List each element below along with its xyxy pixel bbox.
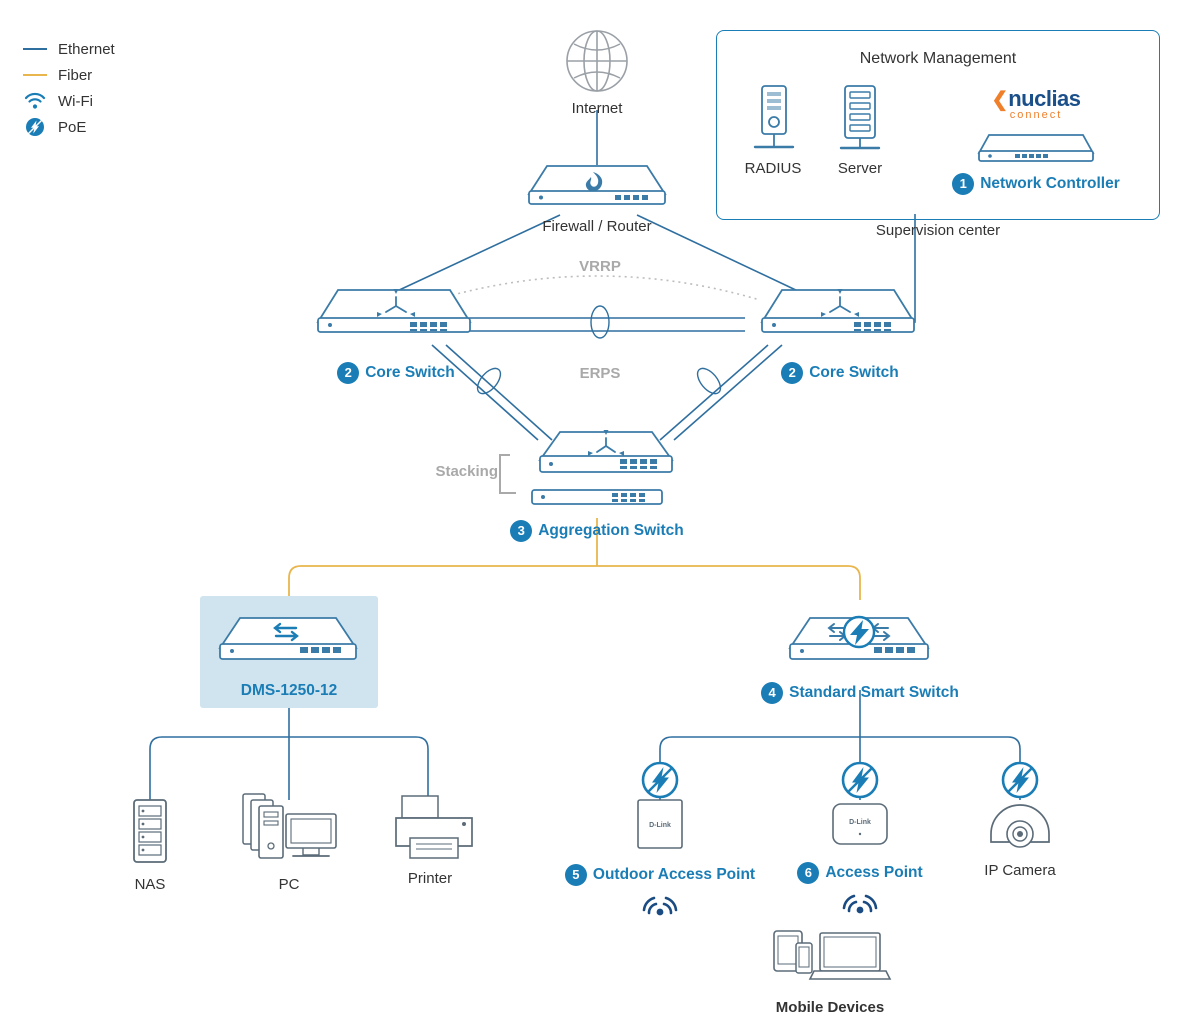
nas-label: NAS bbox=[134, 876, 166, 893]
node-core-switch-left[interactable] bbox=[296, 284, 496, 384]
printer-icon bbox=[380, 792, 480, 864]
printer-label: Printer bbox=[407, 870, 453, 887]
access-point-icon bbox=[827, 800, 893, 850]
outdoor-ap-icon bbox=[632, 796, 688, 854]
supervision-center-caption bbox=[760, 222, 1116, 239]
badge-2: 2 bbox=[781, 362, 803, 384]
erps-label: ERPS bbox=[579, 365, 621, 382]
wifi-signal-outdoor-ap bbox=[538, 892, 782, 925]
smart-switch-label: Standard Smart Switch bbox=[789, 684, 959, 701]
radius-label: RADIUS bbox=[744, 160, 802, 177]
pc-icon bbox=[231, 790, 347, 868]
legend-label: Fiber bbox=[58, 66, 93, 84]
core-switch-left-caption bbox=[296, 362, 496, 384]
node-firewall-router[interactable] bbox=[497, 158, 697, 235]
network-controller-caption bbox=[930, 173, 1142, 195]
mobile-devices-label: Mobile Devices bbox=[775, 999, 885, 1016]
node-outdoor-access-point[interactable] bbox=[538, 796, 782, 925]
ip-camera-icon bbox=[985, 798, 1055, 852]
legend-label: PoE bbox=[58, 118, 87, 136]
badge-5: 5 bbox=[565, 864, 587, 886]
node-internet[interactable] bbox=[540, 28, 654, 117]
badge-3: 3 bbox=[510, 520, 532, 542]
aggregation-switch-label: Aggregation Switch bbox=[538, 522, 684, 539]
link-label-vrrp bbox=[540, 258, 660, 276]
legend-label: Wi-Fi bbox=[58, 92, 93, 110]
node-network-controller[interactable] bbox=[930, 88, 1142, 195]
node-access-point[interactable] bbox=[782, 800, 938, 923]
node-core-switch-right[interactable] bbox=[740, 284, 940, 384]
core-switch-right-label: Core Switch bbox=[809, 364, 899, 381]
badge-1: 1 bbox=[952, 173, 974, 195]
node-standard-smart-switch[interactable] bbox=[760, 612, 960, 704]
node-pc[interactable] bbox=[228, 790, 350, 893]
smart-switch-icon bbox=[784, 612, 936, 672]
stacking-label: Stacking bbox=[435, 463, 498, 480]
server-label: Server bbox=[837, 160, 883, 177]
server-icon bbox=[829, 84, 891, 160]
badge-6: 6 bbox=[797, 862, 819, 884]
svg-text:D-Link: D-Link bbox=[649, 822, 671, 829]
core-switch-icon bbox=[312, 284, 480, 342]
access-point-caption bbox=[782, 862, 938, 884]
node-nas[interactable] bbox=[100, 798, 200, 893]
globe-icon bbox=[564, 28, 630, 94]
internet-label: Internet bbox=[571, 100, 623, 117]
legend-item-fiber bbox=[22, 62, 202, 88]
legend-item-ethernet bbox=[22, 36, 202, 62]
node-server[interactable] bbox=[812, 84, 908, 177]
node-aggregation-switch[interactable] bbox=[497, 428, 697, 542]
link-label-erps bbox=[540, 365, 660, 383]
network-controller-label: Network Controller bbox=[980, 175, 1120, 192]
node-printer[interactable] bbox=[374, 792, 486, 887]
core-switch-right-caption bbox=[740, 362, 940, 384]
smart-switch-caption bbox=[760, 682, 960, 704]
node-dms-1250-12[interactable] bbox=[200, 612, 378, 700]
legend bbox=[22, 36, 202, 140]
legend-label: Ethernet bbox=[58, 40, 115, 58]
network-management-title: Network Management bbox=[859, 50, 1017, 67]
legend-item-wifi bbox=[22, 88, 202, 114]
nuclias-sub: connect bbox=[1009, 109, 1063, 121]
controller-appliance-icon bbox=[971, 125, 1101, 165]
nuclias-brand: nuclias bbox=[1008, 86, 1081, 111]
poe-icon bbox=[840, 760, 880, 800]
core-switch-icon bbox=[756, 284, 924, 342]
nas-icon bbox=[122, 798, 178, 868]
svg-text:D-Link: D-Link bbox=[849, 819, 871, 826]
fiber-line-icon bbox=[22, 74, 48, 76]
core-switch-left-label: Core Switch bbox=[365, 364, 455, 381]
ip-camera-label: IP Camera bbox=[984, 862, 1056, 879]
firewall-router-label: Firewall / Router bbox=[542, 218, 652, 235]
radius-server-icon bbox=[745, 84, 801, 160]
mobile-devices-icon bbox=[750, 925, 910, 991]
badge-4: 4 bbox=[761, 682, 783, 704]
node-ip-camera[interactable] bbox=[958, 798, 1082, 879]
poe-icon bbox=[1000, 760, 1040, 800]
outdoor-ap-caption bbox=[538, 864, 782, 886]
ethernet-line-icon bbox=[22, 48, 48, 50]
dms-label: DMS-1250-12 bbox=[240, 682, 338, 699]
nuclias-connect-logo bbox=[930, 88, 1142, 121]
pc-label: PC bbox=[278, 876, 300, 893]
wifi-icon bbox=[22, 92, 48, 110]
aggregation-switch-caption bbox=[497, 520, 697, 542]
node-radius[interactable] bbox=[722, 84, 824, 177]
outdoor-ap-label: Outdoor Access Point bbox=[592, 866, 756, 883]
legend-item-poe bbox=[22, 114, 202, 140]
supervision-center-label: Supervision center bbox=[875, 222, 1001, 239]
link-label-stacking bbox=[398, 463, 498, 481]
wifi-signal-access-point bbox=[782, 890, 938, 923]
firewall-router-icon bbox=[519, 158, 675, 214]
nuclias-mark-icon: ❮ bbox=[991, 89, 1009, 111]
aggregation-switch-icon bbox=[512, 428, 682, 514]
poe-marker-access-point bbox=[840, 760, 880, 805]
dms-switch-icon bbox=[214, 612, 364, 672]
access-point-label: Access Point bbox=[825, 864, 923, 881]
poe-icon bbox=[640, 760, 680, 800]
vrrp-label: VRRP bbox=[579, 258, 621, 275]
badge-2: 2 bbox=[337, 362, 359, 384]
node-mobile-devices[interactable] bbox=[660, 925, 1000, 1016]
poe-icon bbox=[22, 117, 48, 137]
